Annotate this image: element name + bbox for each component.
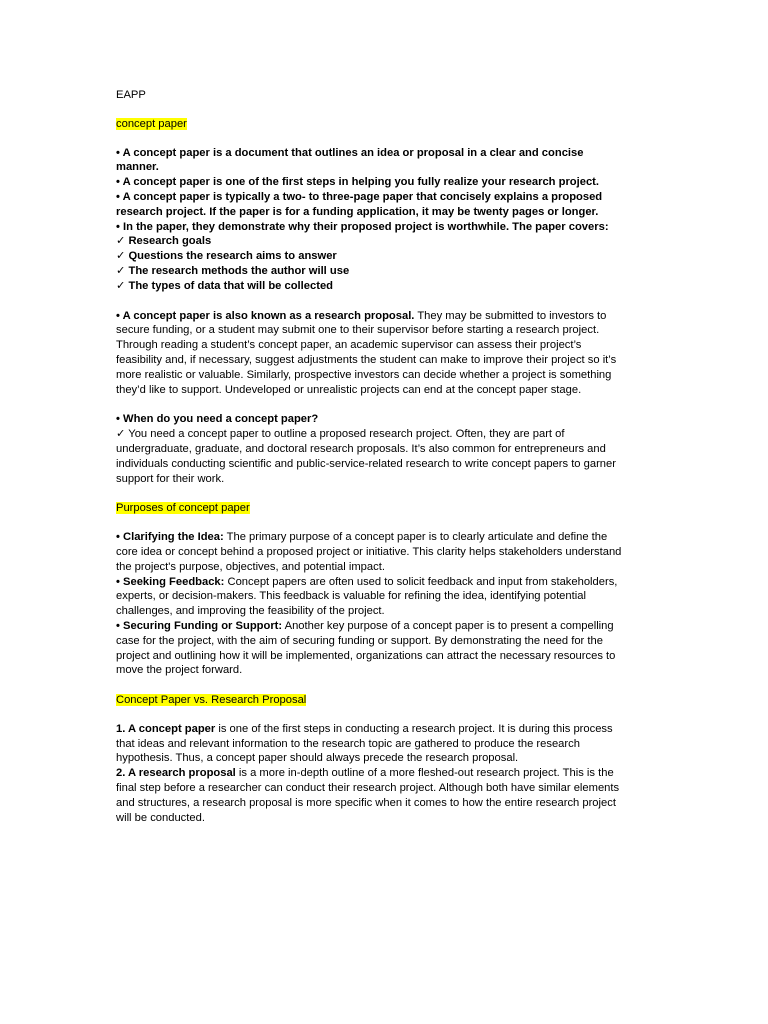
bullet-item: • In the paper, they demonstrate why their proposed project is worthwhile. The paper covers: <box>116 220 609 233</box>
bullet-item: • A concept paper is one of the first steps in helping you fully realize your research project. <box>116 176 600 189</box>
when-needed-question: • When do you need a concept paper? <box>116 413 319 426</box>
when-needed-answer: ✓ You need a concept paper to outline a proposed research project. Often, they are part of undergraduate, graduate, and doctoral research proposals. It’s also common for entrepreneurs and individuals conducting scientific and public-service-related research to write concept papers to garner support for their work. <box>116 428 616 485</box>
purpose-text: Concept papers are often used to solicit feedback and input from stakeholders, experts, or decision-makers. This feedback is valuable for refining the idea, identifying potential challenges, and improving the feasibility of the project. <box>116 575 618 618</box>
comparison-item <box>116 722 626 766</box>
bullet-item: • A concept paper is a document that outlines an idea or proposal in a clear and concise manner. <box>116 146 584 174</box>
purpose-label: • Clarifying the Idea: <box>116 531 224 544</box>
check-item: ✓ The research methods the author will use <box>116 264 350 277</box>
also-known-text: They may be submitted to investors to secure funding, or a student may submit one to their supervisor before starting a research project. Through reading a student’s concept paper, an academic supervisor can assess their project’s feasibility and, if necessary, suggest adjustments the student can make to improve their project so it’s more realistic or valuable. Similarly, prospective investors can decide whether a project is something they’d like to support. Undeveloped or unrealistic projects can end at the concept paper stage. <box>116 309 617 396</box>
highlighted-heading: Concept Paper vs. Research Proposal <box>116 694 307 707</box>
comparison-label: 2. A research proposal <box>116 767 236 780</box>
document-label: EAPP <box>116 89 146 101</box>
comparison-item <box>116 766 626 825</box>
purpose-item <box>116 575 626 619</box>
check-item: ✓ The types of data that will be collected <box>116 279 334 292</box>
comparison-label: 1. A concept paper <box>116 722 216 735</box>
also-known-paragraph <box>116 309 626 398</box>
section-heading-comparison <box>116 693 626 708</box>
when-needed-paragraph <box>116 412 626 486</box>
section-heading-concept-paper <box>116 117 626 132</box>
purpose-label: • Securing Funding or Support: <box>116 619 283 632</box>
check-item: ✓ Research goals <box>116 235 212 248</box>
section-heading-purposes <box>116 501 626 516</box>
highlighted-heading: concept paper <box>116 117 187 130</box>
purpose-item <box>116 619 626 678</box>
comparison-list <box>116 722 626 826</box>
purposes-list <box>116 530 626 678</box>
bullet-item: • A concept paper is typically a two- to three-page paper that concisely explains a proposed research project. If the paper is for a funding application, it may be twenty pages or longer. <box>116 190 603 218</box>
highlighted-heading: Purposes of concept paper <box>116 502 250 515</box>
check-item: ✓ Questions the research aims to answer <box>116 250 337 263</box>
concept-paper-bullets <box>116 146 626 294</box>
document-body <box>116 88 626 840</box>
comparison-text: is a more in-depth outline of a more fleshed-out research project. This is the final step before a researcher can conduct their research project. Although both have similar elements and structures, a research proposal is more specific when it comes to how the entire research project will be conducted. <box>116 767 620 824</box>
purpose-text: Another key purpose of a concept paper is to present a compelling case for the project, with the aim of securing funding or support. By demonstrating the need for the project and outlining how it will be implemented, organizations can attract the necessary resources to move the project forward. <box>116 619 616 677</box>
purpose-text: The primary purpose of a concept paper is to clearly articulate and define the core idea or concept behind a proposed project or initiative. This clarity helps stakeholders understand the project's purpose, objectives, and potential impact. <box>116 531 622 573</box>
purpose-item <box>116 530 626 574</box>
purpose-label: • Seeking Feedback: <box>116 575 225 588</box>
also-known-lead: • A concept paper is also known as a research proposal. <box>116 309 415 322</box>
comparison-text: is one of the first steps in conducting a research project. It is during this process that ideas and relevant information to the research topic are gathered to produce the research hypothesis. Thus, a concept paper should always precede the research proposal. <box>116 722 613 765</box>
